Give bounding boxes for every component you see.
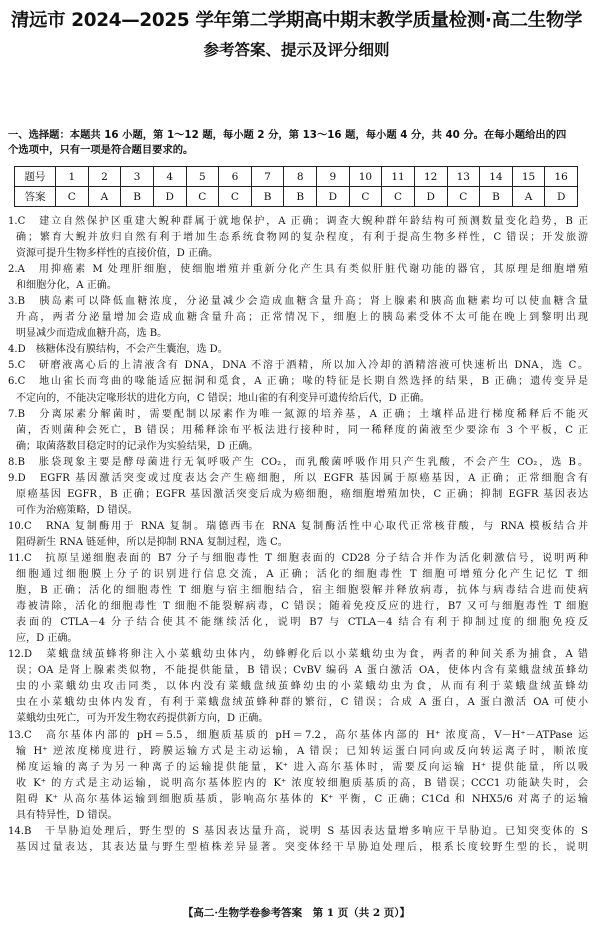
question-number: 8 bbox=[284, 167, 317, 187]
question-number: 10 bbox=[349, 167, 382, 187]
intro-line: 一、选择题：本题共 16 小题，第 1～12 题，每小题 2 分，第 13～16 题，每小题 4 分，共 40 分。在每小题给出的四 bbox=[8, 129, 567, 141]
question-number: 5 bbox=[186, 167, 219, 187]
explanation-line: 可作为治癌策略，D 错误。 bbox=[16, 504, 138, 516]
question-number: 2 bbox=[88, 167, 121, 187]
explanation-line: 10.C RNA 复制酶用于 RNA 复制。瑞德西韦在 RNA 复制酶活性中心取代正常核苷酸，与 RNA 模板结合并 bbox=[8, 520, 588, 532]
question-number: 14 bbox=[480, 167, 513, 187]
question-number: 16 bbox=[545, 167, 578, 187]
explanation-line: 明显减少而造成血糖升高，选 B。 bbox=[16, 328, 168, 340]
answer-letter: D bbox=[317, 187, 350, 207]
answer-table bbox=[14, 166, 578, 207]
answer-letter: C bbox=[56, 187, 89, 207]
page-title: 清远市 2024—2025 学年第二学期高中期末教学质量检测·高二生物学 bbox=[10, 10, 583, 31]
answer-letter: D bbox=[414, 187, 447, 207]
explanations bbox=[8, 214, 588, 856]
answer-letter: C bbox=[447, 187, 480, 207]
explanation-line: 9.D EGFR 基因激活突变或过度表达会产生癌细胞，所以 EGFR 基因属于原癌基因，A 正确；正常细胞含有 bbox=[8, 472, 588, 484]
explanation-line: 菌，否则菌种会死亡，B 错误；用稀释涂布平板法进行接种时，同一稀释度的菌液至少要涂布 3 个平板，C 正 bbox=[16, 424, 588, 436]
explanation-line: 8.B 胀袋现象主要是酵母菌进行无氧呼吸产生 CO₂，而乳酸菌呼吸作用只产生乳酸，不会产生 CO₂，选 B。 bbox=[8, 456, 588, 468]
explanation-line: 原癌基因 EGFR，B 正确；EGFR 基因激活突变后成为癌细胞，癌细胞增殖加快，C 正确；抑制 EGFR 基因表达 bbox=[16, 488, 588, 500]
answer-letter: D bbox=[545, 187, 578, 207]
question-number: 7 bbox=[251, 167, 284, 187]
explanation-line: 表面的 CTLA－4 分子结合使其不能继续活化，说明 B7 与 CTLA－4 结合有利于抑制过度的细胞免疫反 bbox=[16, 617, 588, 629]
question-number: 15 bbox=[512, 167, 545, 187]
question-number: 9 bbox=[317, 167, 350, 187]
answer-letter: A bbox=[512, 187, 545, 207]
explanation-line: 细胞通过细胞膜上分子的识别进行信息交流，A 正确；活化的细胞毒性 T 细胞可增殖分化产生记忆 T 细 bbox=[16, 569, 588, 581]
explanation-line: 收 K⁺ 的方式是主动运输，说明高尔基体腔内的 K⁺ 浓度较细胞质基质的高，B 错误；CCC1 功能缺失时，会 bbox=[16, 777, 588, 789]
answer-row bbox=[15, 187, 578, 207]
answer-letter: B bbox=[480, 187, 513, 207]
answer-letter: B bbox=[251, 187, 284, 207]
question-number-row bbox=[15, 167, 578, 187]
explanation-line: 确；繁育大鲵并放归自然有利于增加生态系统食物网的复杂程度，有利于提高生物多样性，C 错误；开发旅游 bbox=[16, 232, 588, 244]
explanation-line: 6.C 地山雀长而弯曲的喙能适应掘洞和觅食，A 正确；喙的特征是长期自然选择的结果，B 正确；遗传变异是 bbox=[8, 376, 588, 388]
explanation-line: 1.C 建立自然保护区重建大鲵种群属于就地保护，A 正确；调查大鲵种群年龄结构可预测数量变化趋势，B 正 bbox=[8, 216, 588, 227]
explanation-line: 虫的小菜蛾幼虫攻击同类，以体内没有菜蛾盘绒茧蜂幼虫的小菜蛾幼虫为食，从而有利于菜蛾盘绒茧蜂幼 bbox=[16, 681, 588, 693]
explanation-line: 具有特异性，D 错误。 bbox=[16, 809, 118, 821]
explanation-line: 5.C 研磨液离心后的上清液含有 DNA，DNA 不溶于酒精，所以加入冷却的酒精溶液可快速析出 DNA，选 C。 bbox=[8, 360, 588, 372]
answer-letter: C bbox=[186, 187, 219, 207]
explanation-line: 阻碍新生 RNA 链延伸，所以是抑制 RNA 复制过程，选 C。 bbox=[16, 536, 288, 548]
explanation-line: 误；OA 是肾上腺素类似物，不能提供能量，B 错误；CvBV 编码 A 蛋白激活 OA，使体内含有菜蛾盘绒茧蜂幼 bbox=[16, 665, 588, 677]
page-subtitle: 参考答案、提示及评分细则 bbox=[203, 41, 390, 59]
answer-letter: C bbox=[219, 187, 252, 207]
question-number: 13 bbox=[447, 167, 480, 187]
explanation-line: 和细胞分化，A 正确。 bbox=[16, 280, 117, 292]
explanation-line: 虫在小菜蛾幼虫体内发育，有利于菜蛾盘绒茧蜂种群的繁衍，C 错误；合成 A 蛋白，A 蛋白激活 OA 可使小 bbox=[16, 697, 588, 709]
explanation-line: 11.C 抗原呈递细胞表面的 B7 分子与细胞毒性 T 细胞表面的 CD28 分子结合并作为活化刺激信号，说明两种 bbox=[8, 552, 588, 564]
section-intro bbox=[8, 128, 586, 158]
explanation-line: 3.B 胰岛素可以降低血糖浓度，分泌量减少会造成血糖含量升高；肾上腺素和胰高血糖素均可以使血糖含量 bbox=[8, 296, 588, 308]
answer-letter: B bbox=[284, 187, 317, 207]
explanation-line: 7.B 分离尿素分解菌时，需要配制以尿素作为唯一氮源的培养基，A 正确；土壤样品进行梯度稀释后不能灭 bbox=[8, 408, 588, 420]
question-number: 11 bbox=[382, 167, 415, 187]
explanation-line: 13.C 高尔基体内部的 pH＝5.5，细胞质基质的 pH＝7.2，高尔基体内部的 H⁺ 浓度高，V－H⁺－ATPase 运 bbox=[8, 729, 588, 741]
explanation-line: 2.A 用抑癌素 M 处理肝细胞，使细胞增殖并重新分化产生具有类似肝脏代谢功能的器官，其原理是细胞增殖 bbox=[8, 264, 588, 276]
answer-letter: B bbox=[121, 187, 154, 207]
question-number: 3 bbox=[121, 167, 154, 187]
answer-letter: C bbox=[349, 187, 382, 207]
explanation-line: 阻碍 K⁺ 从高尔基体运输到细胞质基质，影响高尔基体的 K⁺ 平衡，C 正确；C1Cd 和 NHX5/6 对离子的运输 bbox=[16, 793, 588, 805]
question-number: 12 bbox=[414, 167, 447, 187]
explanation-line: 4.D 核糖体没有膜结构，不会产生囊泡，选 D。 bbox=[8, 344, 228, 356]
answer-letter: A bbox=[88, 187, 121, 207]
explanation-line: 资源可提升生物多样性的直接价值，D 正确。 bbox=[16, 248, 219, 260]
question-number: 6 bbox=[219, 167, 252, 187]
explanation-line: 输 H⁺ 逆浓度梯度进行，跨膜运输方式是主动运输，A 错误；已知转运蛋白同向或反向转运离子时，顺浓度 bbox=[16, 745, 588, 757]
explanation-line: 基因过量表达，其表达量与野生型植株差异显著。突变体经干旱胁迫处理后，根系长度较野生型的长，说明 bbox=[16, 841, 588, 853]
page-footer: 【高二·生物学卷参考答案 第 1 页（共 2 页）】 bbox=[182, 907, 411, 919]
answer-letter: C bbox=[382, 187, 415, 207]
explanation-line: 不定向的，不能决定喙形状的进化方向，C 错误；地山雀的有利变异可遗传给后代，D 正确。 bbox=[16, 392, 430, 404]
question-number: 1 bbox=[56, 167, 89, 187]
question-number: 4 bbox=[153, 167, 186, 187]
row-header-number: 题号 bbox=[15, 167, 56, 187]
explanation-line: 14.B 干旱胁迫处理后，野生型的 S 基因表达量升高，说明 S 基因表达量增多响应干旱胁迫。已知突变体的 S bbox=[8, 825, 588, 837]
explanation-line: 应，D 正确。 bbox=[16, 633, 78, 645]
intro-line: 个选项中，只有一项是符合题目要求的。 bbox=[8, 144, 194, 156]
answer-letter: D bbox=[153, 187, 186, 207]
explanation-line: 胞，B 正确；活化的细胞毒性 T 细胞与宿主细胞结合，宿主细胞裂解并释放病毒，抗体与病毒结合进而使病 bbox=[16, 585, 588, 597]
row-header-answer: 答案 bbox=[15, 187, 56, 207]
explanation-line: 梯度运输的离子为另一种离子的运输提供能量，K⁺ 进入高尔基体时，需要反向运输 H⁺ 提供能量，所以吸 bbox=[16, 761, 588, 773]
explanation-line: 菜蛾幼虫死亡，可为开发生物农药提供新方向，D 正确。 bbox=[16, 713, 269, 725]
explanation-line: 毒被清除，活化的细胞毒性 T 细胞不能裂解病毒，C 错误；随着免疫反应的进行，B7 又可与细胞毒性 T 细胞 bbox=[16, 601, 588, 613]
explanation-line: 12.D 菜蛾盘绒茧蜂将卵注入小菜蛾幼虫体内，幼蜂孵化后以小菜蛾幼虫为食，两者的种间关系为捕食，A 错 bbox=[8, 649, 588, 661]
explanation-line: 确；取菌落数目稳定时的记录作为实验结果，D 正确。 bbox=[16, 440, 259, 452]
explanation-line: 升高，两者分泌量增加会造成血糖含量升高；正常情况下，细胞上的胰岛素受体不太可能在晚上到黎明出现 bbox=[16, 312, 588, 324]
